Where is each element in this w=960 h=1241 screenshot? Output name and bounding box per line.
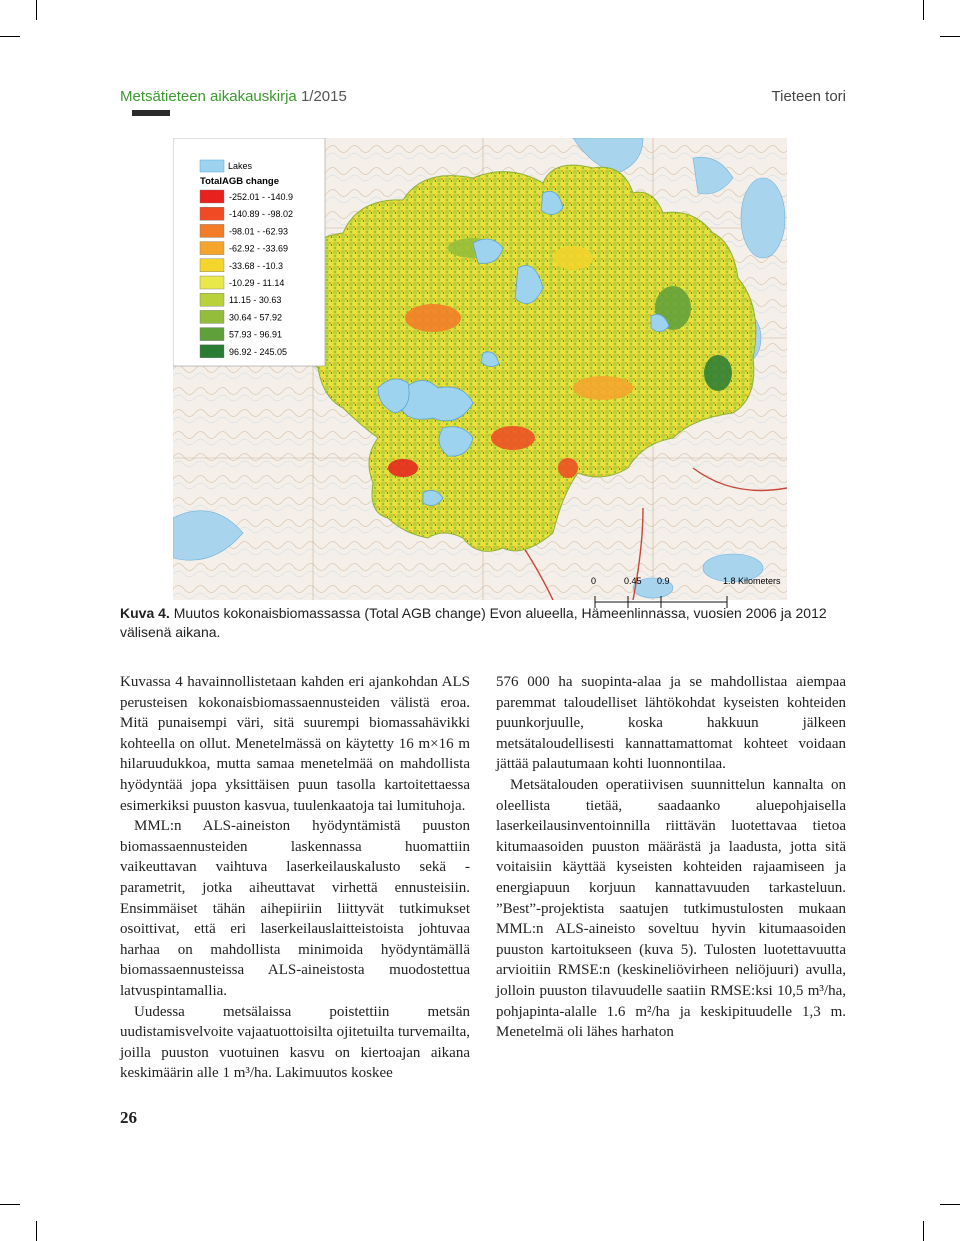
lakes-swatch xyxy=(200,160,224,172)
map-legend xyxy=(173,138,325,366)
header-rule xyxy=(132,110,170,116)
legend-class-label: 30.64 - 57.92 xyxy=(229,312,283,323)
page-number: 26 xyxy=(120,1108,137,1127)
legend-class-label: -140.89 - -98.02 xyxy=(229,209,294,220)
running-header-section: Tieteen tori xyxy=(771,88,846,105)
legend-swatch xyxy=(200,328,224,341)
paragraph: Metsätalouden operatiivisen suunnittelun kannalta on oleellista tietää, saadaanko aluepohjaisella laserkeilausinventoinnilla riittävän luotettavaa tietoa kitumaasoiden puuston määrästä ja laadusta, jotta sitä voitaisiin käyttää kyseisten kohteiden rajaamiseen ja energiapuun korjuun kannattavuuden tarkasteluun. ”Best”-projektista saatujen tutkimustulosten mukaan MML:n ALS-aineisto soveltuu hyvin kitumaasoiden puuston kartoitukseen (kuva 5). Tulosten luotettavuutta arvioitiin RMSE:n (keskineliövirheen neliöjuuri) avulla, jolloin puuston tilavuudelle saatiin RMSE:ksi 10,5 m³/ha, pohjapinta-alalle 1.6 m²/ha ja keskipituudelle 1,3 m. Menetelmä oli lähes harhaton xyxy=(496,776,846,1041)
legend-swatch xyxy=(200,293,224,306)
scale-tick-label: 0.9 xyxy=(657,576,670,586)
journal-issue: 1/2015 xyxy=(300,88,347,105)
crop-mark xyxy=(36,1221,37,1241)
running-header-journal xyxy=(120,88,347,105)
crop-mark xyxy=(0,1204,20,1205)
legend-class-label: 11.15 - 30.63 xyxy=(229,295,282,306)
scale-tick-label: 0.45 xyxy=(624,576,642,586)
crop-mark xyxy=(36,0,37,20)
legend-class-label: 57.93 - 96.91 xyxy=(229,329,283,340)
legend-swatch xyxy=(200,224,224,237)
legend-swatch xyxy=(200,207,224,220)
crop-mark xyxy=(940,36,960,37)
legend-class-label: -62.92 - -33.69 xyxy=(229,243,289,254)
legend-class-label: 96.92 - 245.05 xyxy=(229,346,288,357)
caption-label: Kuva 4. xyxy=(120,605,170,621)
legend-swatch xyxy=(200,345,224,358)
legend-class-label: -98.01 - -62.93 xyxy=(229,226,289,237)
scale-tick-label: 1.8 Kilometers xyxy=(723,576,781,586)
caption-text: Muutos kokonaisbiomassassa (Total AGB change) Evon alueella, Hämeenlinnassa, vuosien 2006 ja 2012 välisenä aikana. xyxy=(120,605,827,640)
legend-class-label: -252.01 - -140.9 xyxy=(229,192,294,202)
legend-class-label: -10.29 - 11.14 xyxy=(229,278,285,288)
legend-swatch xyxy=(200,276,224,289)
legend-swatch xyxy=(200,259,224,272)
legend-title: TotalAGB change xyxy=(200,176,279,187)
journal-title: Metsätieteen aikakauskirja xyxy=(120,88,297,105)
crop-mark xyxy=(0,36,20,37)
legend-swatch xyxy=(200,310,224,323)
figure-caption xyxy=(120,604,848,642)
legend-swatch xyxy=(200,190,224,203)
legend-lakes-label: Lakes xyxy=(228,161,253,171)
legend-class-label: -33.68 - -10.3 xyxy=(229,260,284,271)
biomass-change-map xyxy=(173,138,787,600)
paragraph: 576 000 ha suopinta-alaa ja se mahdollistaa aiempaa paremmat taloudelliset lähtökohdat kyseisten kohteiden puunkorjuulle, koska hakkuun jälkeen metsätaloudellisesti kannattamattomat kohteet voidaan jättää palautumaan kohti luonnontilaa. xyxy=(496,674,846,773)
legend-swatch xyxy=(200,242,224,255)
body-column-right xyxy=(496,672,846,1043)
paragraph: Uudessa metsälaissa poistettiin metsän uudistamisvelvoite vajaatuottoisilta ojitetuilta turvemailta, joilla puuston vuotuinen kasvu on kiertoajan aikana keskimäärin alle 1 m³/ha. Lakimuutos koskee xyxy=(120,1003,470,1082)
scale-tick-label: 0 xyxy=(591,576,597,586)
paragraph: MML:n ALS-aineiston hyödyntämistä puuston biomassaennusteiden laskennassa huomattiin vaikeuttavan vaihtuva laserkeilauskalusto sekä -parametrit, jotka aiheuttavat virhettä ennusteisiin. Ensimmäiset tähän aihepiiriin liittyvät tutkimukset osoittivat, että eri laserkeilauslaitteistoista johtuvaa harhaa on mahdollista minimoida hyödyntämällä biomassaennusteissa ALS-aineistosta muodostettua latvuspintamallia. xyxy=(120,818,470,999)
crop-mark xyxy=(923,0,924,20)
body-column-left xyxy=(120,672,470,1084)
crop-mark xyxy=(940,1204,960,1205)
crop-mark xyxy=(923,1221,924,1241)
paragraph: Kuvassa 4 havainnollistetaan kahden eri ajankohdan ALS perusteisen kokonaisbiomassaennusteiden välistä eroa. Mitä punaisempi väri, sitä suurempi biomassahävikki kohteella on ollut. Menetelmässä on käytetty 16 m×16 m hilaruudukkoa, mutta samaa menetelmää on mahdollista hyödyntää jopa yksittäisen puun tasolla kartoitettaessa esimerkiksi puuston kasvua, tuulenkaatoja tai lumituhoja. xyxy=(120,674,470,814)
